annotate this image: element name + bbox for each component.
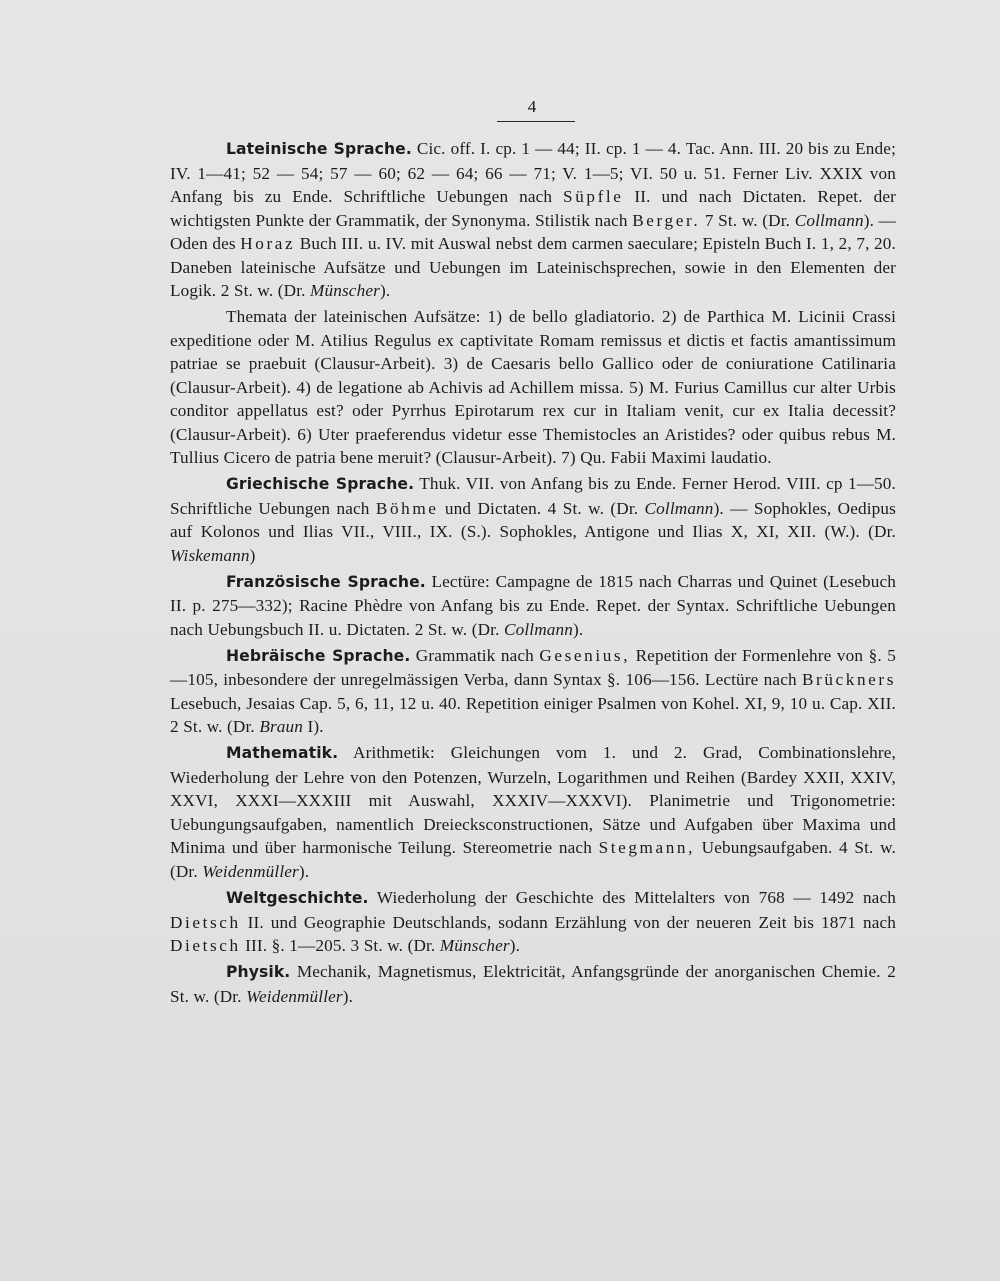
- weltgeschichte-teacher-1: Münscher: [439, 936, 510, 956]
- hebraeisch-teacher-1: Braun: [259, 717, 304, 737]
- physik-text-2: ).: [342, 986, 354, 1006]
- mathematik-text-1: Arithmetik: Gleichungen vom 1. und 2. Grad, Combinationslehre, Wiederholung der Lehre von den Potenzen, Wurzeln, Logarithmen und Reihen (Bardey XXII, XXIV, XXVI, XXXI—XXXIII mit Auswahl, XXXIV—XXXVI). Planimetrie und Trigonometrie: Uebungungsaufgaben, namentlich Dreiecksconstructionen, Sätze und Aufgaben über Maxima und Minima und über harmonische Teilung. Stereometrie nach: [170, 743, 896, 858]
- hebraeisch-text-3: Lesebuch, Jesaias Cap. 5, 6, 11, 12 u. 40. Repetition einiger Psalmen von Kohel. XI, 9, 10 u. Cap. XII. 2 St. w. (Dr.: [170, 693, 896, 737]
- page-number: 4: [527, 97, 537, 116]
- hebraeisch-text-2: Repetition der Formenlehre von §. 5—105, inbesondere der unregelmässigen Verba, dann Syntax §. 106—156. Lectüre nach: [170, 645, 896, 690]
- mathematik-text-3: ).: [298, 861, 310, 881]
- heading-mathematik: Mathematik.: [226, 744, 339, 763]
- hebraeisch-text-4: I).: [303, 717, 324, 737]
- mathematik-text-2: Uebungsaufgaben. 4 St. w. (Dr.: [170, 838, 896, 881]
- latein-text-4: ). — Oden des: [170, 210, 896, 253]
- heading-weltgeschichte: Weltgeschichte.: [226, 889, 369, 908]
- heading-griechisch: Griechische Sprache.: [226, 475, 415, 494]
- hebraeisch-text-1: Grammatik nach: [410, 645, 540, 665]
- weltgeschichte-author-dietsch-2: Dietsch: [170, 936, 241, 956]
- physik-text-1: Mechanik, Magnetismus, Elektricität, Anfangsgründe der anorganischen Chemie. 2 St. w. (Dr.: [170, 962, 896, 1006]
- physik-teacher-1: Weidenmüller: [246, 986, 343, 1006]
- franzoesisch-teacher-1: Collmann: [504, 619, 574, 639]
- paragraph-mathematik: [170, 741, 896, 883]
- page-header: [0, 97, 1000, 117]
- hebraeisch-author-brueckners: Brückners: [801, 670, 896, 690]
- paragraph-weltgeschichte: [170, 886, 896, 958]
- paragraph-franzoesisch: [170, 570, 896, 642]
- latein-text-3: 7 St. w. (Dr.: [700, 210, 795, 230]
- paragraph-physik: [170, 960, 896, 1008]
- latein-text-1: Cic. off. I. cp. 1 — 44; II. cp. 1 — 4. Tac. Ann. III. 20 bis zu Ende; IV. 1—41; 52 — 54; 57 — 60; 62 — 64; 66 — 71; V. 1—5; VI. 50 u. 51. Ferner Liv. XXIX von Anfang bis zu Ende. Schriftliche Uebungen nach: [170, 139, 896, 206]
- weltgeschichte-text-4: ).: [509, 936, 521, 956]
- paragraph-latein: [170, 137, 896, 303]
- weltgeschichte-text-3: III. §. 1—205. 3 St. w. (Dr.: [240, 936, 440, 956]
- paragraph-themata: [170, 305, 896, 470]
- latein-author-berger: Berger.: [632, 210, 701, 230]
- franzoesisch-text-1: Lectüre: Campagne de 1815 nach Charras und Quinet (Lesebuch II. p. 275—332); Racine Phèdre von Anfang bis zu Ende. Repet. der Syntax. Schriftliche Uebungen nach Uebungsbuch II. u. Dictaten. 2 St. w. (Dr.: [170, 571, 896, 639]
- heading-franzoesisch: Französische Sprache.: [226, 572, 426, 591]
- mathematik-teacher-1: Weidenmüller: [202, 861, 299, 881]
- weltgeschichte-text-2: II. und Geographie Deutschlands, sodann Erzählung von der neueren Zeit bis 1871 nach: [240, 912, 896, 932]
- themata-text: Themata der lateinischen Aufsätze: 1) de bello gladiatorio. 2) de Parthica M. Licinii Crassi expeditione oder M. Atilius Regulus ex captivitate Romam remissus et dictis et factis amantissimum patriae se praebuit (Clausur-Arbeit). 3) de Caesaris bello Gallico oder de coniuratione Catilinaria (Clausur-Arbeit). 4) de legatione ab Achivis ad Achillem missa. 5) M. Furius Camillus cur alter Urbis conditor appellatus est? oder Pyrrhus Epirotarum rex cur in Italiam venit, cur ex Italia decessit? (Clausur-Arbeit). 6) Uter praeferendus videtur esse Themistocles an Aristides? oder quibus rebus M. Tullius Cicero de patria bene meruit? (Clausur-Arbeit). 7) Qu. Fabii Maximi laudatio.: [170, 307, 896, 468]
- latein-author-supfle: Süpfle: [563, 187, 624, 206]
- griechisch-text-4: ): [249, 545, 256, 565]
- weltgeschichte-author-dietsch-1: Dietsch: [170, 912, 241, 932]
- hebraeisch-author-gesenius: Gesenius,: [539, 645, 631, 665]
- griechisch-text-3: ). — Sophokles, Oedipus auf Kolonos und Ilias VII., VIII., IX. (S.). Sophokles, Antigone und Ilias X, XI, XII. (W.). (Dr.: [170, 498, 896, 542]
- latein-teacher-2: Münscher: [310, 281, 380, 300]
- paragraph-hebraeisch: [170, 644, 896, 739]
- griechisch-teacher-1: Collmann: [644, 498, 714, 518]
- mathematik-author-stegmann: Stegmann,: [598, 838, 696, 858]
- heading-latein: Lateinische Sprache.: [226, 140, 412, 158]
- griechisch-text-2: und Dictaten. 4 St. w. (Dr.: [438, 498, 645, 518]
- franzoesisch-text-2: ).: [573, 619, 584, 639]
- latein-text-5: Buch III. u. IV. mit Auswal nebst dem carmen saeculare; Episteln Buch I. 1, 2, 7, 20. Daneben lateinische Aufsätze und Uebungen im Lateinischsprechen, sowie in den Elementen der Logik. 2 St. w. (Dr.: [170, 234, 896, 300]
- weltgeschichte-text-1: Wiederholung der Geschichte des Mittelalters von 768 — 1492 nach: [368, 888, 896, 908]
- page-body: [170, 137, 896, 1011]
- griechisch-teacher-2: Wiskemann: [170, 545, 250, 565]
- paragraph-griechisch: [170, 472, 896, 567]
- latein-author-horaz: Horaz: [240, 234, 296, 253]
- griechisch-author-boehme: Böhme: [375, 498, 439, 518]
- latein-teacher-1: Collmann: [794, 210, 864, 230]
- heading-hebraeisch: Hebräische Sprache.: [226, 646, 411, 665]
- latein-text-2: II. und nach Dictaten. Repet. der wichtigsten Punkte der Grammatik, der Synonyma. Stilistik nach: [170, 187, 896, 230]
- page-number-rule: [497, 121, 575, 122]
- latein-text-6: ).: [379, 281, 391, 300]
- griechisch-text-1: Thuk. VII. von Anfang bis zu Ende. Ferner Herod. VIII. cp 1—50. Schriftliche Uebungen nach: [170, 474, 896, 518]
- heading-physik: Physik.: [226, 963, 291, 982]
